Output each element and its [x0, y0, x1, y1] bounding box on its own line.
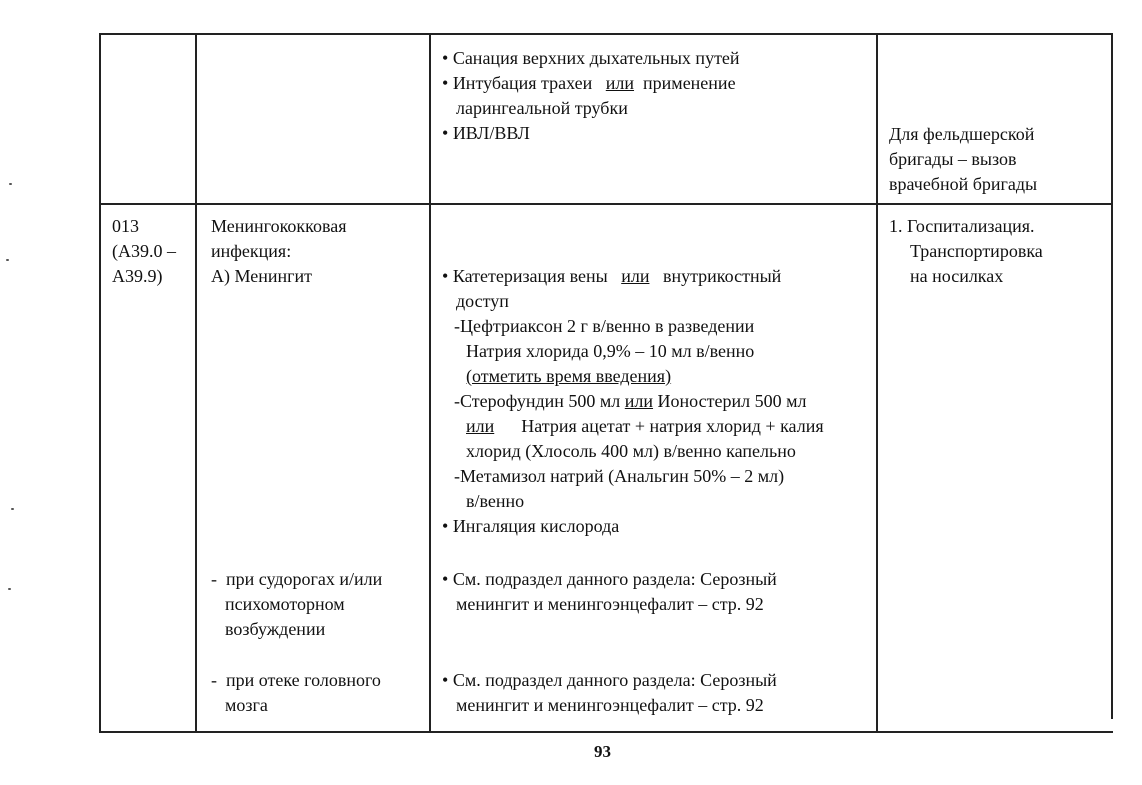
table-border-bottom: [99, 731, 1113, 733]
note-line: врачебной бригады: [889, 174, 1038, 194]
diagnosis-name: инфекция:: [211, 241, 292, 261]
diagnosis-code: A39.9): [112, 266, 163, 286]
drug-item-continuation: (отметить время введения): [466, 366, 672, 386]
diagnosis-code: 013: [112, 216, 139, 236]
scan-speck: [8, 588, 11, 590]
list-item-continuation: ларингеальной трубки: [456, 98, 628, 118]
list-item: • Санация верхних дыхательных путей: [442, 48, 740, 68]
subcondition-continuation: возбуждении: [225, 619, 326, 639]
subcondition: - при отеке головного: [211, 670, 381, 690]
subcondition-continuation: психомоторном: [225, 594, 345, 614]
scan-speck: [11, 508, 14, 510]
list-item-continuation: менингит и менингоэнцефалит – стр. 92: [456, 594, 764, 614]
table-border-left: [99, 33, 101, 733]
list-item: • См. подраздел данного раздела: Серозный: [442, 569, 777, 589]
drug-item-continuation: в/венно: [466, 491, 525, 511]
drug-item-continuation: хлорид (Хлосоль 400 мл) в/венно капельно: [466, 441, 796, 461]
drug-item: -Метамизол натрий (Анальгин 50% – 2 мл): [454, 466, 785, 486]
col-divider-3: [876, 33, 878, 733]
subcondition: - при судорогах и/или: [211, 569, 383, 589]
subcondition-continuation: мозга: [225, 695, 268, 715]
page-number: 93: [594, 742, 611, 761]
note-line: Для фельдшерской: [889, 124, 1035, 144]
row-divider: [99, 203, 1113, 205]
disposition-line: Транспортировка: [910, 241, 1043, 261]
drug-item: -Стерофундин 500 мл или Ионостерил 500 мл: [454, 391, 807, 411]
list-item-continuation: доступ: [456, 291, 509, 311]
list-item: • Катетеризация вены или внутрикостный: [442, 266, 782, 286]
disposition-line: 1. Госпитализация.: [889, 216, 1035, 236]
note-line: бригады – вызов: [889, 149, 1017, 169]
list-item: • Интубация трахеи или применение: [442, 73, 736, 93]
table-border-top: [99, 33, 1113, 35]
list-item: • См. подраздел данного раздела: Серозный: [442, 670, 777, 690]
diagnosis-name: Менингококковая: [211, 216, 347, 236]
col-divider-2: [429, 33, 431, 733]
scan-speck: [6, 259, 9, 261]
disposition-line: на носилках: [910, 266, 1004, 286]
list-item: • Ингаляция кислорода: [442, 516, 620, 536]
col-divider-1: [195, 33, 197, 733]
diagnosis-code: (A39.0 –: [112, 241, 176, 261]
drug-item-continuation: или Натрия ацетат + натрия хлорид + калия: [466, 416, 824, 436]
list-item: • ИВЛ/ВВЛ: [442, 123, 530, 143]
list-item-continuation: менингит и менингоэнцефалит – стр. 92: [456, 695, 764, 715]
table-border-right: [1111, 33, 1113, 719]
scan-speck: [9, 183, 12, 185]
drug-item: -Цефтриаксон 2 г в/венно в разведении: [454, 316, 755, 336]
diagnosis-name: А) Менингит: [211, 266, 313, 286]
drug-item-continuation: Натрия хлорида 0,9% – 10 мл в/венно: [466, 341, 755, 361]
